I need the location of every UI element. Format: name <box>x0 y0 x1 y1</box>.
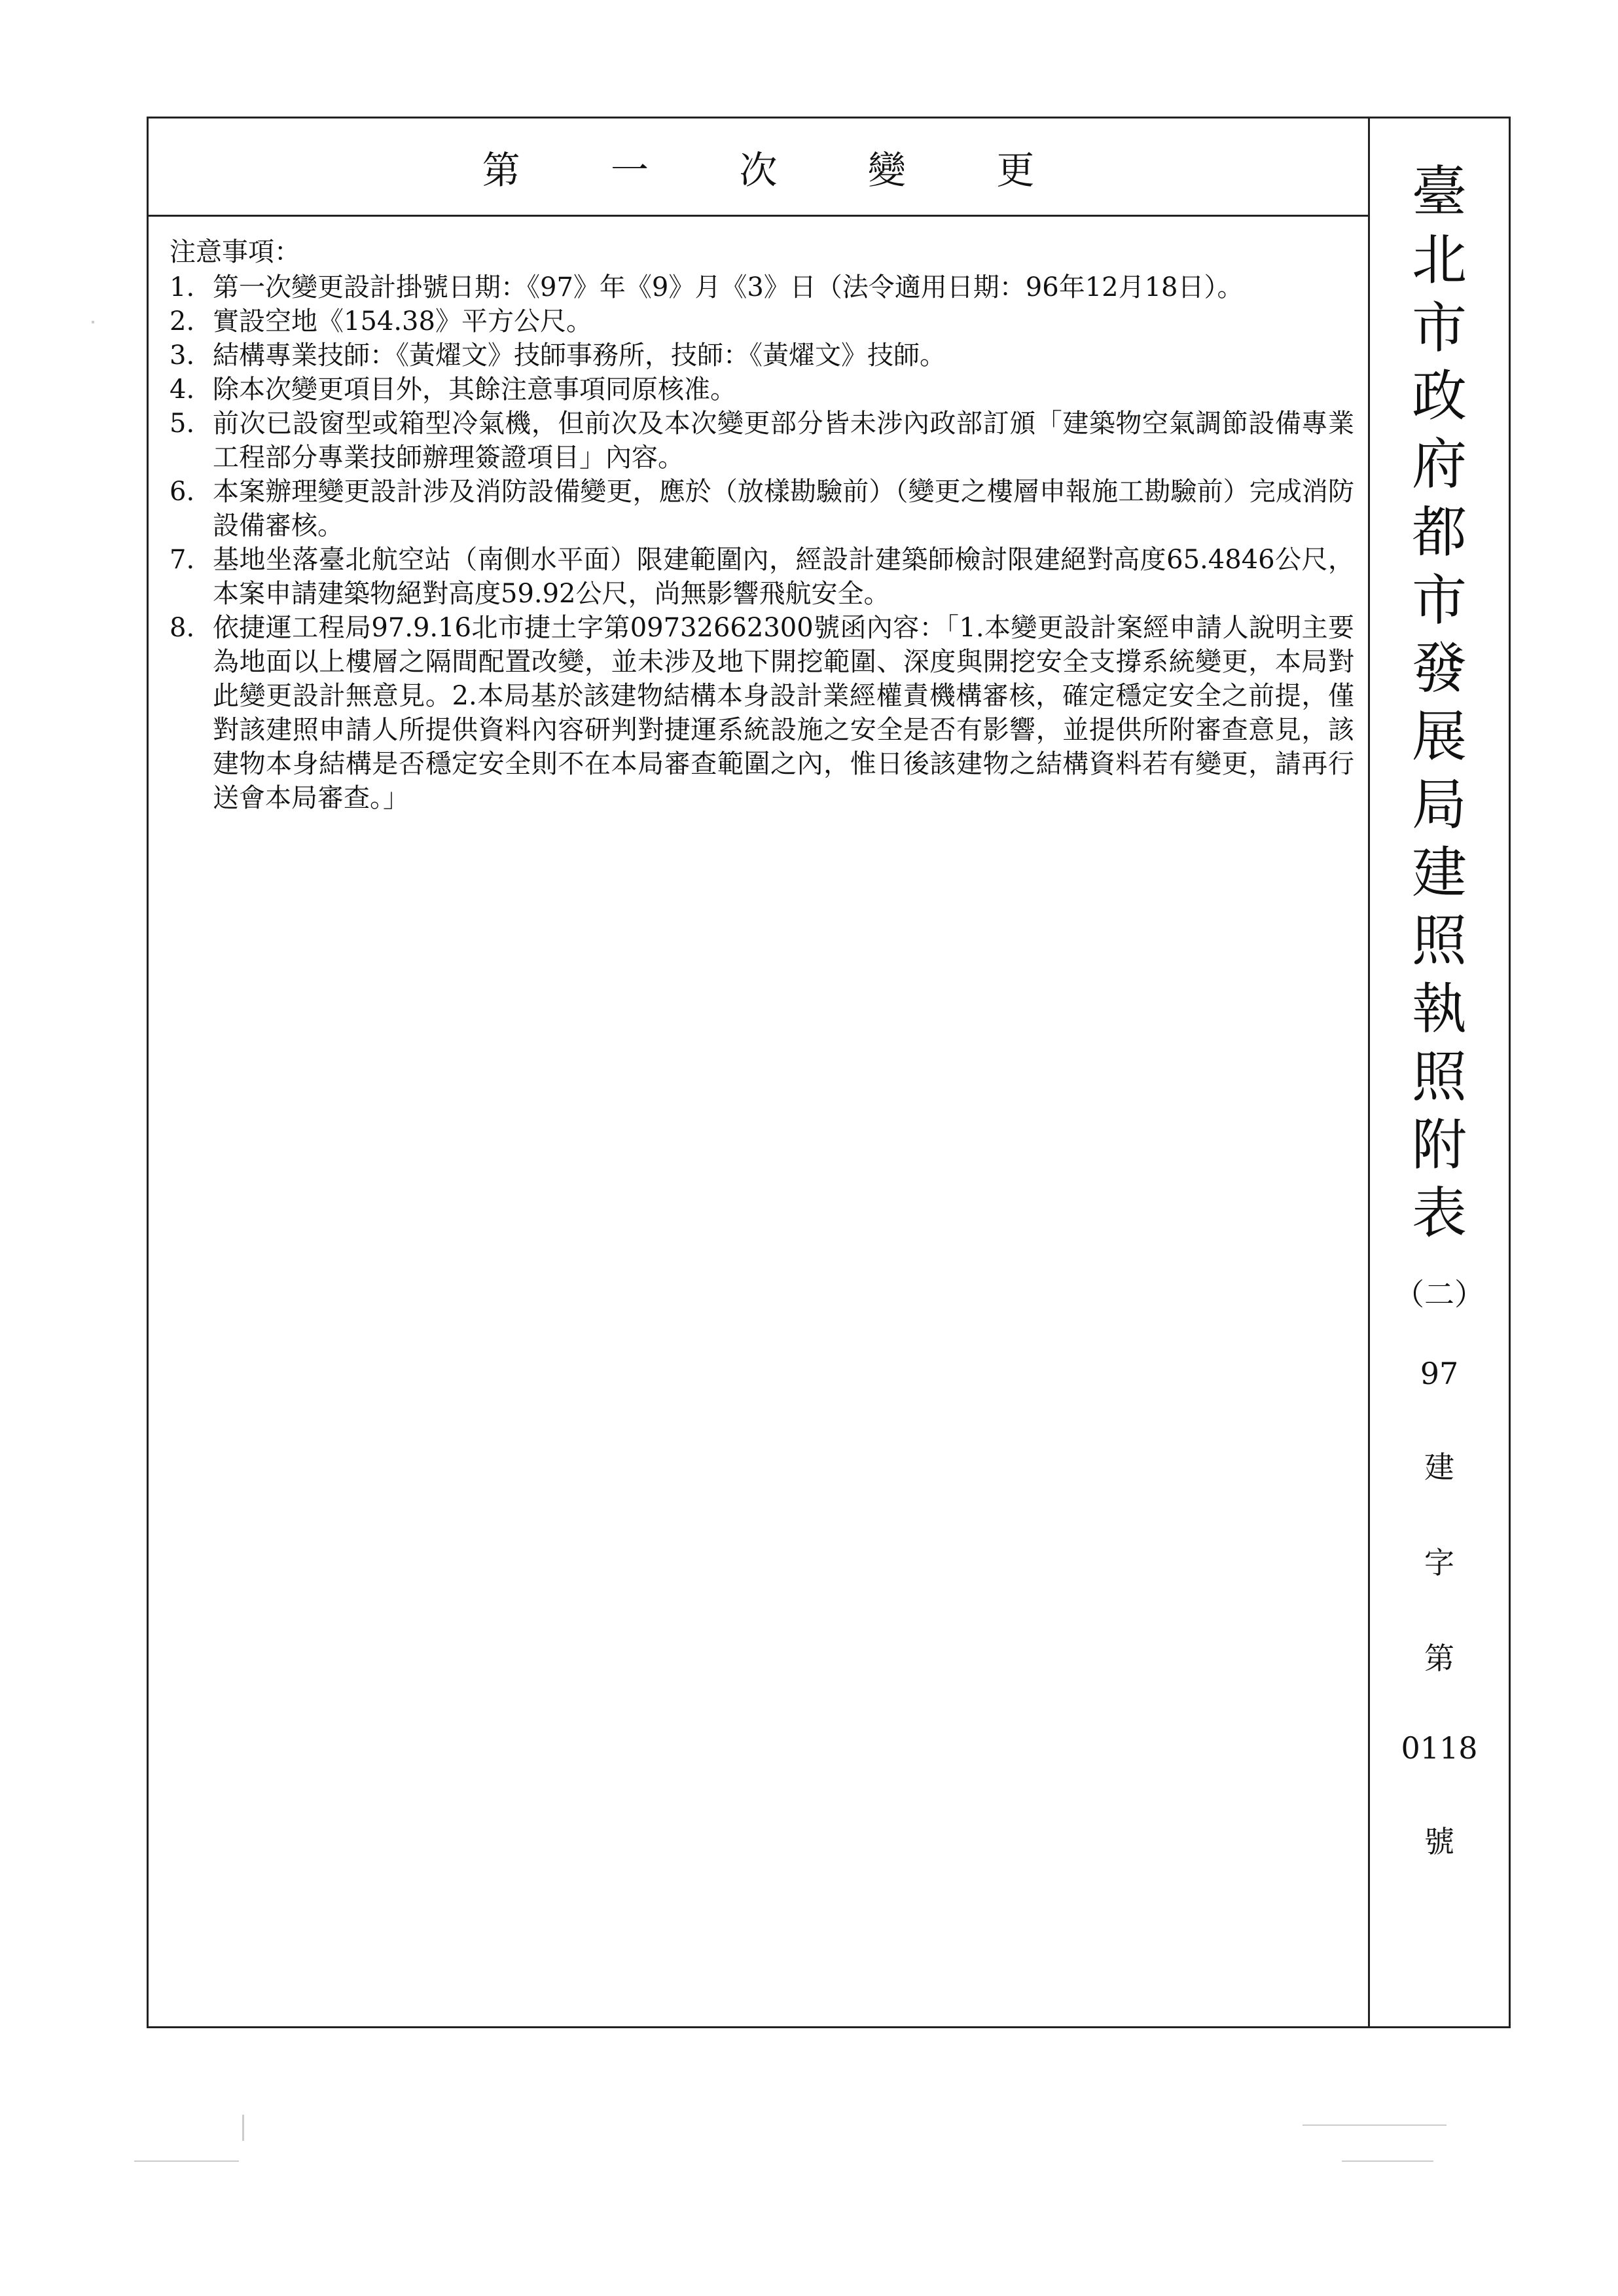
note-item <box>170 407 1354 475</box>
note-text: 本案辦理變更設計涉及消防設備變更，應於（放樣勘驗前）（變更之樓層申報施工勘驗前）完成消防設備審核。 <box>213 477 1354 541</box>
side-column <box>1370 118 1509 2026</box>
permit-hao-char: 號 <box>1424 1824 1454 1859</box>
note-number: 5. <box>170 409 195 439</box>
permit-type-char: 建 <box>1424 1449 1454 1485</box>
note-item <box>170 338 1354 373</box>
note-text: 依捷運工程局97.9.16北市捷土字第09732662300號函內容：「1.本變更設計案經申請人說明主要為地面以上樓層之隔間配置改變，並未涉及地下開挖範圍、深度與開挖安全支撐系統變更，本局對此變更設計無意見。2.本局基於該建物結構本身設計業經權責機構審核，確定穩定安全之前提，僅對該建照申請人所提供資料內容研判對捷運系統設施之安全是否有影響，並提供所附審查意見，該建物本身結構是否穩定安全則不在本局審查範圍之內，惟日後該建物之結構資料若有變更，請再行送會本局審查。」 <box>213 613 1354 813</box>
note-item <box>170 475 1354 543</box>
side-title-char: 建 <box>1411 841 1467 905</box>
note-item <box>170 543 1354 611</box>
note-number: 7. <box>170 545 195 575</box>
scan-speck <box>92 321 94 323</box>
note-text: 第一次變更設計掛號日期：《97》年《9》月《3》日（法令適用日期：96年12月18日）。 <box>213 272 1244 302</box>
side-title-char: 局 <box>1411 773 1467 837</box>
side-title-char: 表 <box>1411 1181 1467 1245</box>
note-number: 1. <box>170 272 195 302</box>
note-number: 6. <box>170 477 195 507</box>
side-title-char: 照 <box>1411 909 1467 973</box>
scan-speck <box>242 2115 244 2141</box>
permit-year: 97 <box>1420 1356 1459 1391</box>
side-title-char: 市 <box>1411 568 1467 632</box>
side-title-char: 照 <box>1411 1045 1467 1109</box>
side-title-char: 附 <box>1411 1113 1467 1177</box>
note-item <box>170 270 1354 304</box>
scan-speck <box>1303 2124 1447 2126</box>
note-item <box>170 611 1354 815</box>
side-title-char: 展 <box>1411 704 1467 769</box>
note-item <box>170 373 1354 407</box>
side-title-char: 政 <box>1411 364 1467 428</box>
notes-heading: 注意事項： <box>170 237 300 267</box>
side-title-char: 北 <box>1411 228 1467 292</box>
note-text: 實設空地《154.38》平方公尺。 <box>213 306 592 337</box>
note-text: 除本次變更項目外，其餘注意事項同原核准。 <box>213 374 736 405</box>
permit-di-char: 第 <box>1424 1641 1454 1676</box>
side-title-char: 臺 <box>1411 160 1467 224</box>
note-number: 3. <box>170 340 195 371</box>
side-title-char: 市 <box>1411 296 1467 360</box>
form-subtitle: （二） <box>1394 1277 1484 1312</box>
permit-zi-char: 字 <box>1424 1545 1454 1580</box>
note-number: 2. <box>170 306 195 337</box>
notes-section <box>170 235 1354 815</box>
permit-number: 0118 <box>1401 1730 1478 1766</box>
side-title <box>1412 158 1467 1247</box>
side-title-char: 發 <box>1411 636 1467 701</box>
change-title: 第 一 次 變 更 <box>482 147 1074 192</box>
side-title-char: 執 <box>1411 977 1467 1041</box>
note-item <box>170 304 1354 338</box>
title-row <box>149 118 1368 217</box>
side-title-char: 府 <box>1411 432 1467 496</box>
note-number: 4. <box>170 374 195 405</box>
form-frame <box>147 117 1511 2028</box>
scan-speck <box>1342 2160 1433 2162</box>
side-title-char: 都 <box>1411 500 1467 564</box>
note-number: 8. <box>170 613 195 643</box>
note-text: 前次已設窗型或箱型冷氣機，但前次及本次變更部分皆未涉內政部訂頒「建築物空氣調節設備專業工程部分專業技師辦理簽證項目」內容。 <box>213 409 1354 473</box>
note-text: 基地坐落臺北航空站（南側水平面）限建範圍內，經設計建築師檢討限建絕對高度65.4846公尺，本案申請建築物絕對高度59.92公尺，尚無影響飛航安全。 <box>213 545 1354 609</box>
scan-speck <box>134 2160 239 2162</box>
main-table <box>149 118 1370 2026</box>
note-text: 結構專業技師：《黃燿文》技師事務所，技師：《黃燿文》技師。 <box>213 340 946 371</box>
